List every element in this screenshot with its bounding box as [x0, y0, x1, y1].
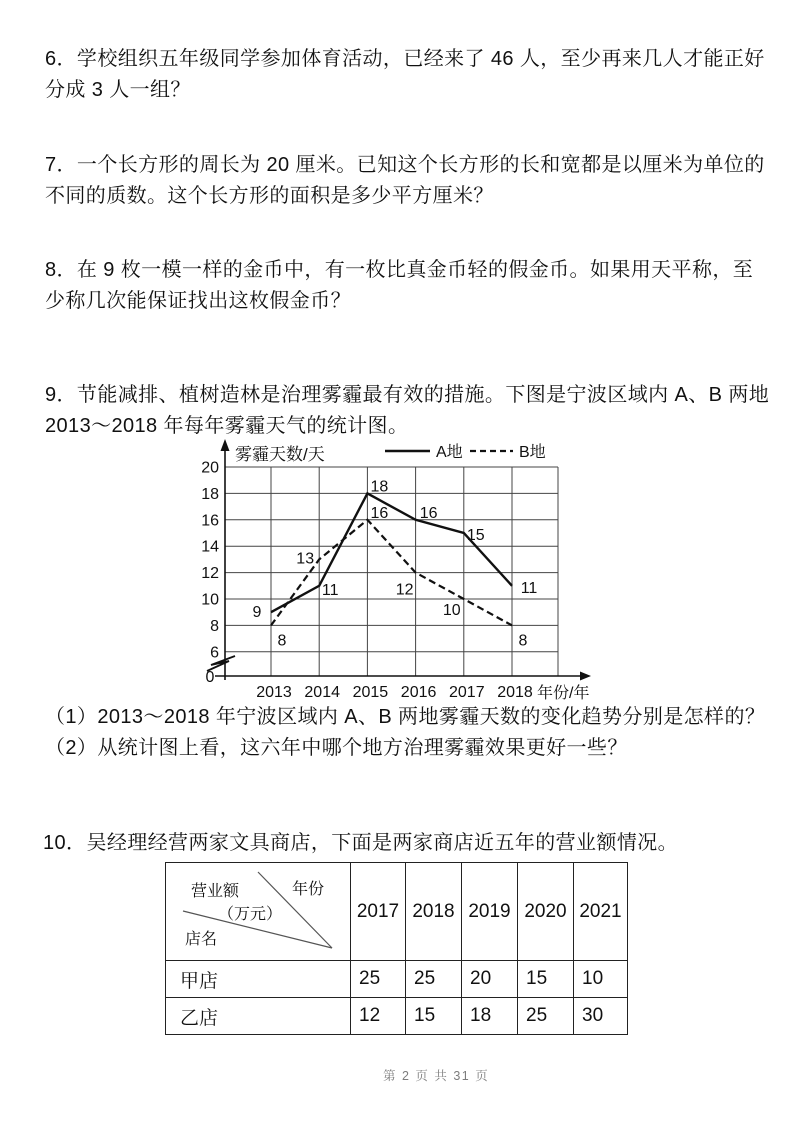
- question-10-line-1: 10．吴经理经营两家文具商店，下面是两家商店近五年的营业额情况。: [43, 832, 679, 854]
- haze-days-line-chart: [195, 437, 595, 714]
- question-9-line-1: 9．节能减排、植树造林是治理雾霾最有效的措施。下图是宁波区域内 A、B 两地: [45, 384, 770, 406]
- x-axis-title: 年份/年: [537, 685, 590, 702]
- question-7-line-1: 7．一个长方形的周长为 20 厘米。已知这个长方形的长和宽都是以厘米为单位的: [45, 154, 765, 176]
- y-tick-label: 12: [201, 565, 219, 583]
- year-header-2021: 2021: [574, 863, 628, 961]
- table-row-store-b: [166, 998, 628, 1035]
- y-tick-label: 8: [210, 617, 219, 635]
- subquestion-2: （2）从统计图上看，这六年中哪个地方治理雾霾效果更好一些？: [45, 737, 628, 759]
- year-header-2017: 2017: [351, 863, 406, 961]
- store-b-2017: 12: [351, 998, 406, 1035]
- store-a-2018: 25: [406, 961, 462, 998]
- legend-label-a: A地: [436, 444, 463, 461]
- y-tick-label: 16: [201, 512, 219, 530]
- store-a-2020: 15: [518, 961, 574, 998]
- store-a-name: 甲店: [166, 961, 351, 998]
- data-point-label: 12: [395, 581, 414, 599]
- corner-value-unit: （万元）: [218, 906, 283, 923]
- store-a-2021: 10: [574, 961, 628, 998]
- revenue-table: [165, 862, 628, 1035]
- x-tick-label: 2014: [304, 684, 340, 701]
- year-header-2020: 2020: [518, 863, 574, 961]
- corner-store-label: 店名: [185, 931, 218, 948]
- haze-days-line-chart-svg: [195, 437, 595, 709]
- question-9-line-2: 2013～2018 年每年雾霾天气的统计图。: [45, 415, 409, 437]
- store-b-2019: 18: [462, 998, 518, 1035]
- question-6: [45, 44, 765, 106]
- chart-plot-area: [201, 460, 558, 702]
- store-b-2020: 25: [518, 998, 574, 1035]
- question-6-line-2: 分成 3 人一组？: [45, 79, 191, 101]
- store-a-2019: 20: [462, 961, 518, 998]
- data-point-label: 13: [296, 550, 315, 568]
- chart-legend: [385, 442, 546, 461]
- y-tick-label: 14: [201, 538, 219, 556]
- data-point-label: 11: [321, 581, 339, 599]
- data-point-label: 9: [252, 604, 262, 622]
- question-7-line-2: 不同的质数。这个长方形的面积是多少平方厘米？: [45, 185, 494, 207]
- question-8: [45, 255, 753, 317]
- y-axis-title: 雾霾天数/天: [235, 445, 325, 464]
- store-a-2017: 25: [351, 961, 406, 998]
- corner-value-label: 营业额: [191, 883, 240, 900]
- y-tick-label: 20: [201, 459, 219, 477]
- question-7: [45, 150, 765, 212]
- y-tick-label: 18: [201, 485, 219, 503]
- corner-year-label: 年份: [292, 881, 325, 898]
- data-point-label: 15: [466, 527, 485, 544]
- legend-label-b: B地: [519, 444, 546, 461]
- data-point-label: 16: [370, 504, 389, 522]
- x-tick-label: 2015: [352, 684, 389, 701]
- question-6-line-1: 6．学校组织五年级同学参加体育活动，已经来了 46 人，至少再来几人才能正好: [45, 48, 765, 70]
- store-b-name: 乙店: [166, 998, 351, 1035]
- data-point-label: 16: [419, 504, 438, 522]
- subquestion-1: （1）2013～2018 年宁波区域内 A、B 两地雾霾天数的变化趋势分别是怎样的？: [45, 706, 766, 728]
- x-tick-label: 2016: [400, 684, 437, 701]
- data-point-label: 11: [520, 579, 538, 597]
- question-9: [45, 380, 770, 442]
- year-header-2018: 2018: [406, 863, 462, 961]
- question-10: [43, 828, 751, 859]
- store-b-2018: 15: [406, 998, 462, 1035]
- y-tick-label-zero: 0: [205, 669, 215, 686]
- x-axis-arrow-icon: [580, 672, 591, 681]
- question-9-subquestions: [45, 702, 766, 764]
- data-point-label: 10: [442, 602, 461, 619]
- x-tick-label: 2017: [449, 684, 485, 701]
- data-point-label: 8: [518, 632, 528, 650]
- x-tick-label: 2018: [497, 684, 533, 701]
- table-row-store-a: [166, 961, 628, 998]
- y-axis-arrow-icon: [221, 439, 230, 451]
- page-number-footer: 第 2 页 共 31 页: [383, 1069, 490, 1083]
- y-tick-label: 10: [201, 591, 219, 609]
- x-tick-label: 2013: [256, 684, 292, 701]
- y-tick-label: 6: [210, 644, 219, 662]
- data-point-label: 18: [370, 478, 389, 496]
- data-point-label: 8: [277, 632, 287, 650]
- year-header-2019: 2019: [462, 863, 518, 961]
- table-corner-cell: [166, 863, 351, 961]
- question-8-line-2: 少称几次能保证找出这枚假金币？: [45, 290, 351, 312]
- question-8-line-1: 8．在 9 枚一模一样的金币中，有一枚比真金币轻的假金币。如果用天平称，至: [45, 259, 754, 281]
- store-b-2021: 30: [574, 998, 628, 1035]
- revenue-table-header-row: [166, 863, 628, 961]
